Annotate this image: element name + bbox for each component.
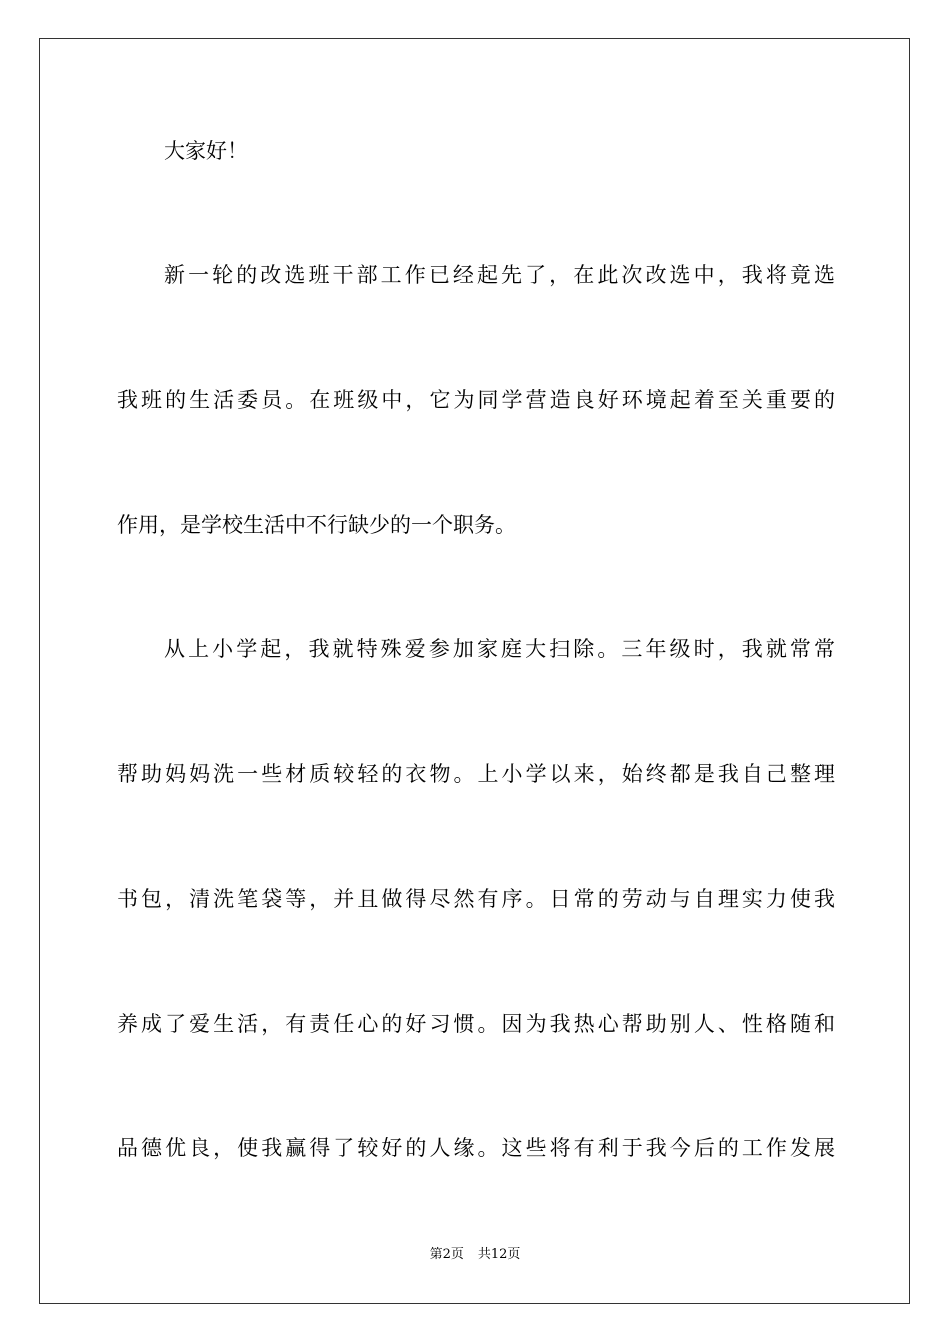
- text-line: 帮助妈妈洗一些材质较轻的衣物。上小学以来，始终都是我自己整理: [117, 762, 835, 786]
- text-line: 品德优良，使我赢得了较好的人缘。这些将有利于我今后的工作发展: [117, 1136, 835, 1160]
- text-line: 养成了爱生活，有责任心的好习惯。因为我热心帮助别人、性格随和: [117, 1012, 835, 1036]
- text-line: 我班的生活委员。在班级中，它为同学营造良好环境起着至关重要的: [117, 388, 835, 412]
- text-line: 新一轮的改选班干部工作已经起先了，在此次改选中，我将竟选: [164, 263, 835, 287]
- text-line-greeting: 大家好！: [164, 139, 248, 163]
- page-number-total: 共12页: [477, 1247, 521, 1262]
- text-line: 从上小学起，我就特殊爱参加家庭大扫除。三年级时，我就常常: [164, 637, 835, 661]
- text-line: 作用，是学校生活中不行缺少的一个职务。: [117, 513, 516, 537]
- page-footer: [0, 1246, 950, 1264]
- page-number-current: 第2页: [429, 1247, 464, 1262]
- page-border: [39, 38, 910, 1304]
- text-line: 书包，清洗笔袋等，并且做得尽然有序。日常的劳动与自理实力使我: [117, 887, 835, 911]
